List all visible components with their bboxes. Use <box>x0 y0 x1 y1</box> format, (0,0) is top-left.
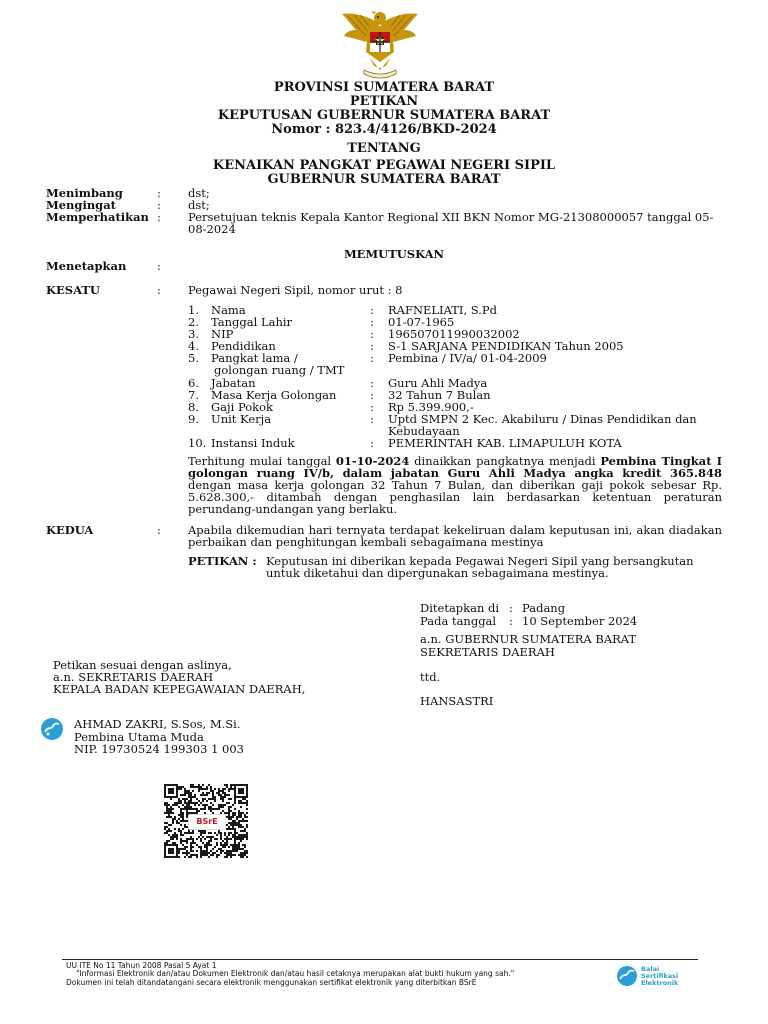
kesatu-intro: Pegawai Negeri Sipil, nomor urut : 8 <box>188 283 403 297</box>
new-rank: Pembina Tingkat I golongan ruang IV/b, dalam jabatan Guru Ahli Madya angka kredit 365.848 <box>188 454 723 480</box>
item-colon: : <box>370 388 374 402</box>
menimbang-value: dst; <box>188 186 210 200</box>
mengingat-colon: : <box>157 198 161 212</box>
item-colon: : <box>370 339 374 353</box>
signer-rank: Pembina Utama Muda <box>74 730 204 744</box>
menimbang-label: Menimbang <box>46 186 123 200</box>
mengingat-value: dst; <box>188 198 210 212</box>
memperhatikan-value: Persetujuan teknis Kepala Kantor Regional XII BKN Nomor MG-21308000057 tanggal 05-08-2024 <box>188 210 714 236</box>
effective-date: 01-10-2024 <box>335 454 410 468</box>
item-colon: : <box>370 400 374 414</box>
item-label: Instansi Induk <box>211 436 295 450</box>
copy-cert-line-3: KEPALA BADAN KEPEGAWAIAN DAERAH, <box>53 682 306 696</box>
item-number: 1. <box>188 303 199 317</box>
garuda-emblem-icon <box>338 6 422 80</box>
item-number: 3. <box>188 327 199 341</box>
item-value: RAFNELIATI, S.Pd <box>388 303 498 317</box>
item-label: Nama <box>211 303 246 317</box>
petikan-text-line-1: Keputusan ini diberikan kepada Pegawai Negeri Sipil yang bersangkutan <box>266 554 694 568</box>
item-label: Pendidikan <box>211 339 276 353</box>
item-value-continued: Kebudayaan <box>388 424 460 438</box>
place-colon: : <box>509 601 513 615</box>
item-colon: : <box>370 303 374 317</box>
decision-heading: KEPUTUSAN GUBERNUR SUMATERA BARAT <box>217 108 551 123</box>
tentang-heading: TENTANG <box>347 141 421 156</box>
item-value: Pembina / IV/a/ 01-04-2009 <box>388 351 547 365</box>
item-label: NIP <box>211 327 234 341</box>
item-number: 9. <box>188 412 199 426</box>
promotion-paragraph <box>188 455 722 515</box>
place-value: Padang <box>522 601 566 615</box>
item-label: Tanggal Lahir <box>211 315 293 329</box>
bsre-text-line: Elektronik <box>641 979 679 987</box>
kedua-label: KEDUA <box>46 523 94 537</box>
menetapkan-label: Menetapkan <box>46 259 127 273</box>
item-colon: : <box>370 436 374 450</box>
date-colon: : <box>509 614 513 628</box>
kesatu-colon: : <box>157 283 161 297</box>
item-label: Unit Kerja <box>211 412 272 426</box>
petikan-heading: PETIKAN <box>349 94 419 109</box>
item-number: 5. <box>188 351 199 365</box>
menimbang-colon: : <box>157 186 161 200</box>
qr-code <box>164 784 248 858</box>
mengingat-label: Mengingat <box>46 198 116 212</box>
item-label: Jabatan <box>211 376 256 390</box>
item-label: Pangkat lama / <box>211 351 298 365</box>
bsre-signature-icon <box>40 717 64 741</box>
footer-law: UU ITE No 11 Tahun 2008 Pasal 5 Ayat 1 <box>66 961 217 970</box>
item-number: 8. <box>188 400 199 414</box>
date-label: Pada tanggal <box>420 614 497 628</box>
on-behalf-line: a.n. GUBERNUR SUMATERA BARAT <box>420 632 637 646</box>
item-value: Guru Ahli Madya <box>388 376 488 390</box>
menetapkan-colon: : <box>157 259 161 273</box>
item-colon: : <box>370 327 374 341</box>
item-label: Gaji Pokok <box>211 400 273 414</box>
petikan-text-line-2: untuk diketahui dan dipergunakan sebagaimana mestinya. <box>266 566 609 580</box>
bsre-text-line: Balai <box>641 965 660 973</box>
qr-badge <box>188 814 226 830</box>
item-label-continued: golongan ruang / TMT <box>214 363 345 377</box>
signatory-name: HANSASTRI <box>420 694 494 708</box>
ttd-mark: ttd. <box>420 670 441 684</box>
item-number: 6. <box>188 376 199 390</box>
subject-line-2: GUBERNUR SUMATERA BARAT <box>267 172 501 187</box>
item-number: 7. <box>188 388 199 402</box>
item-value: S-1 SARJANA PENDIDIKAN Tahun 2005 <box>388 339 624 353</box>
memutuskan-heading: MEMUTUSKAN <box>343 247 445 261</box>
copy-cert-line-1: Petikan sesuai dengan aslinya, <box>53 658 232 672</box>
item-value: 01-07-1965 <box>388 315 455 329</box>
bsre-logo-icon <box>616 965 638 987</box>
kesatu-label: KESATU <box>46 283 100 297</box>
memperhatikan-label: Memperhatikan <box>46 210 149 224</box>
footer-quote: "Informasi Elektronik dan/atau Dokumen Elektronik dan/atau hasil cetaknya merupakan alat bukti hukum yang sah." <box>76 969 515 978</box>
qr-badge-text: BSrE <box>196 817 218 826</box>
date-value: 10 September 2024 <box>522 614 638 628</box>
signer-name: AHMAD ZAKRI, S.Sos, M.Si. <box>74 717 241 731</box>
item-value: PEMERINTAH KAB. LIMAPULUH KOTA <box>388 436 622 450</box>
province-heading: PROVINSI SUMATERA BARAT <box>273 80 495 95</box>
subject-line-1: KENAIKAN PANGKAT PEGAWAI NEGERI SIPIL <box>212 158 556 173</box>
item-value: Rp 5.399.900,- <box>388 400 474 414</box>
item-value: Uptd SMPN 2 Kec. Akabiluru / Dinas Pendidikan dan <box>388 412 697 426</box>
item-number: 10. <box>188 436 207 450</box>
place-label: Ditetapkan di <box>420 601 500 615</box>
signer-nip: NIP. 19730524 199303 1 003 <box>74 742 244 756</box>
copy-cert-line-2: a.n. SEKRETARIS DAERAH <box>53 670 214 684</box>
signatory-role: SEKRETARIS DAERAH <box>420 645 555 659</box>
item-label: Masa Kerja Golongan <box>211 388 337 402</box>
bsre-text-line: Sertifikasi <box>641 972 679 980</box>
footer-divider <box>62 959 698 960</box>
item-number: 2. <box>188 315 199 329</box>
item-value: 196507011990032002 <box>388 327 520 341</box>
decree-number: Nomor : 823.4/4126/BKD-2024 <box>271 122 497 137</box>
item-number: 4. <box>188 339 199 353</box>
para-text: dinaikkan pangkatnya menjadi <box>409 454 601 468</box>
para-text: dengan masa kerja golongan 32 Tahun 7 Bulan, dan diberikan gaji pokok sebesar Rp. 5.628.300,- ditambah dengan penghasilan lain berdasarkan ketentuan peraturan perundang-undangan yang berlaku. <box>188 478 722 516</box>
petikan-label: PETIKAN : <box>188 554 257 568</box>
item-colon: : <box>370 315 374 329</box>
item-colon: : <box>370 412 374 426</box>
bsre-logo-text <box>641 966 678 987</box>
memperhatikan-colon: : <box>157 210 161 224</box>
item-value: 32 Tahun 7 Bulan <box>388 388 491 402</box>
footer-note: Dokumen ini telah ditandatangani secara elektronik menggunakan sertifikat elektronik yang diterbitkan BSrE <box>66 978 477 987</box>
item-colon: : <box>370 376 374 390</box>
kedua-colon: : <box>157 523 161 537</box>
item-colon: : <box>370 351 374 365</box>
para-text: Terhitung mulai tanggal <box>188 454 336 468</box>
kedua-text: Apabila dikemudian hari ternyata terdapat kekeliruan dalam keputusan ini, akan diadakan perbaikan dan penghitungan kembali sebagaimana mestinya <box>188 523 722 549</box>
